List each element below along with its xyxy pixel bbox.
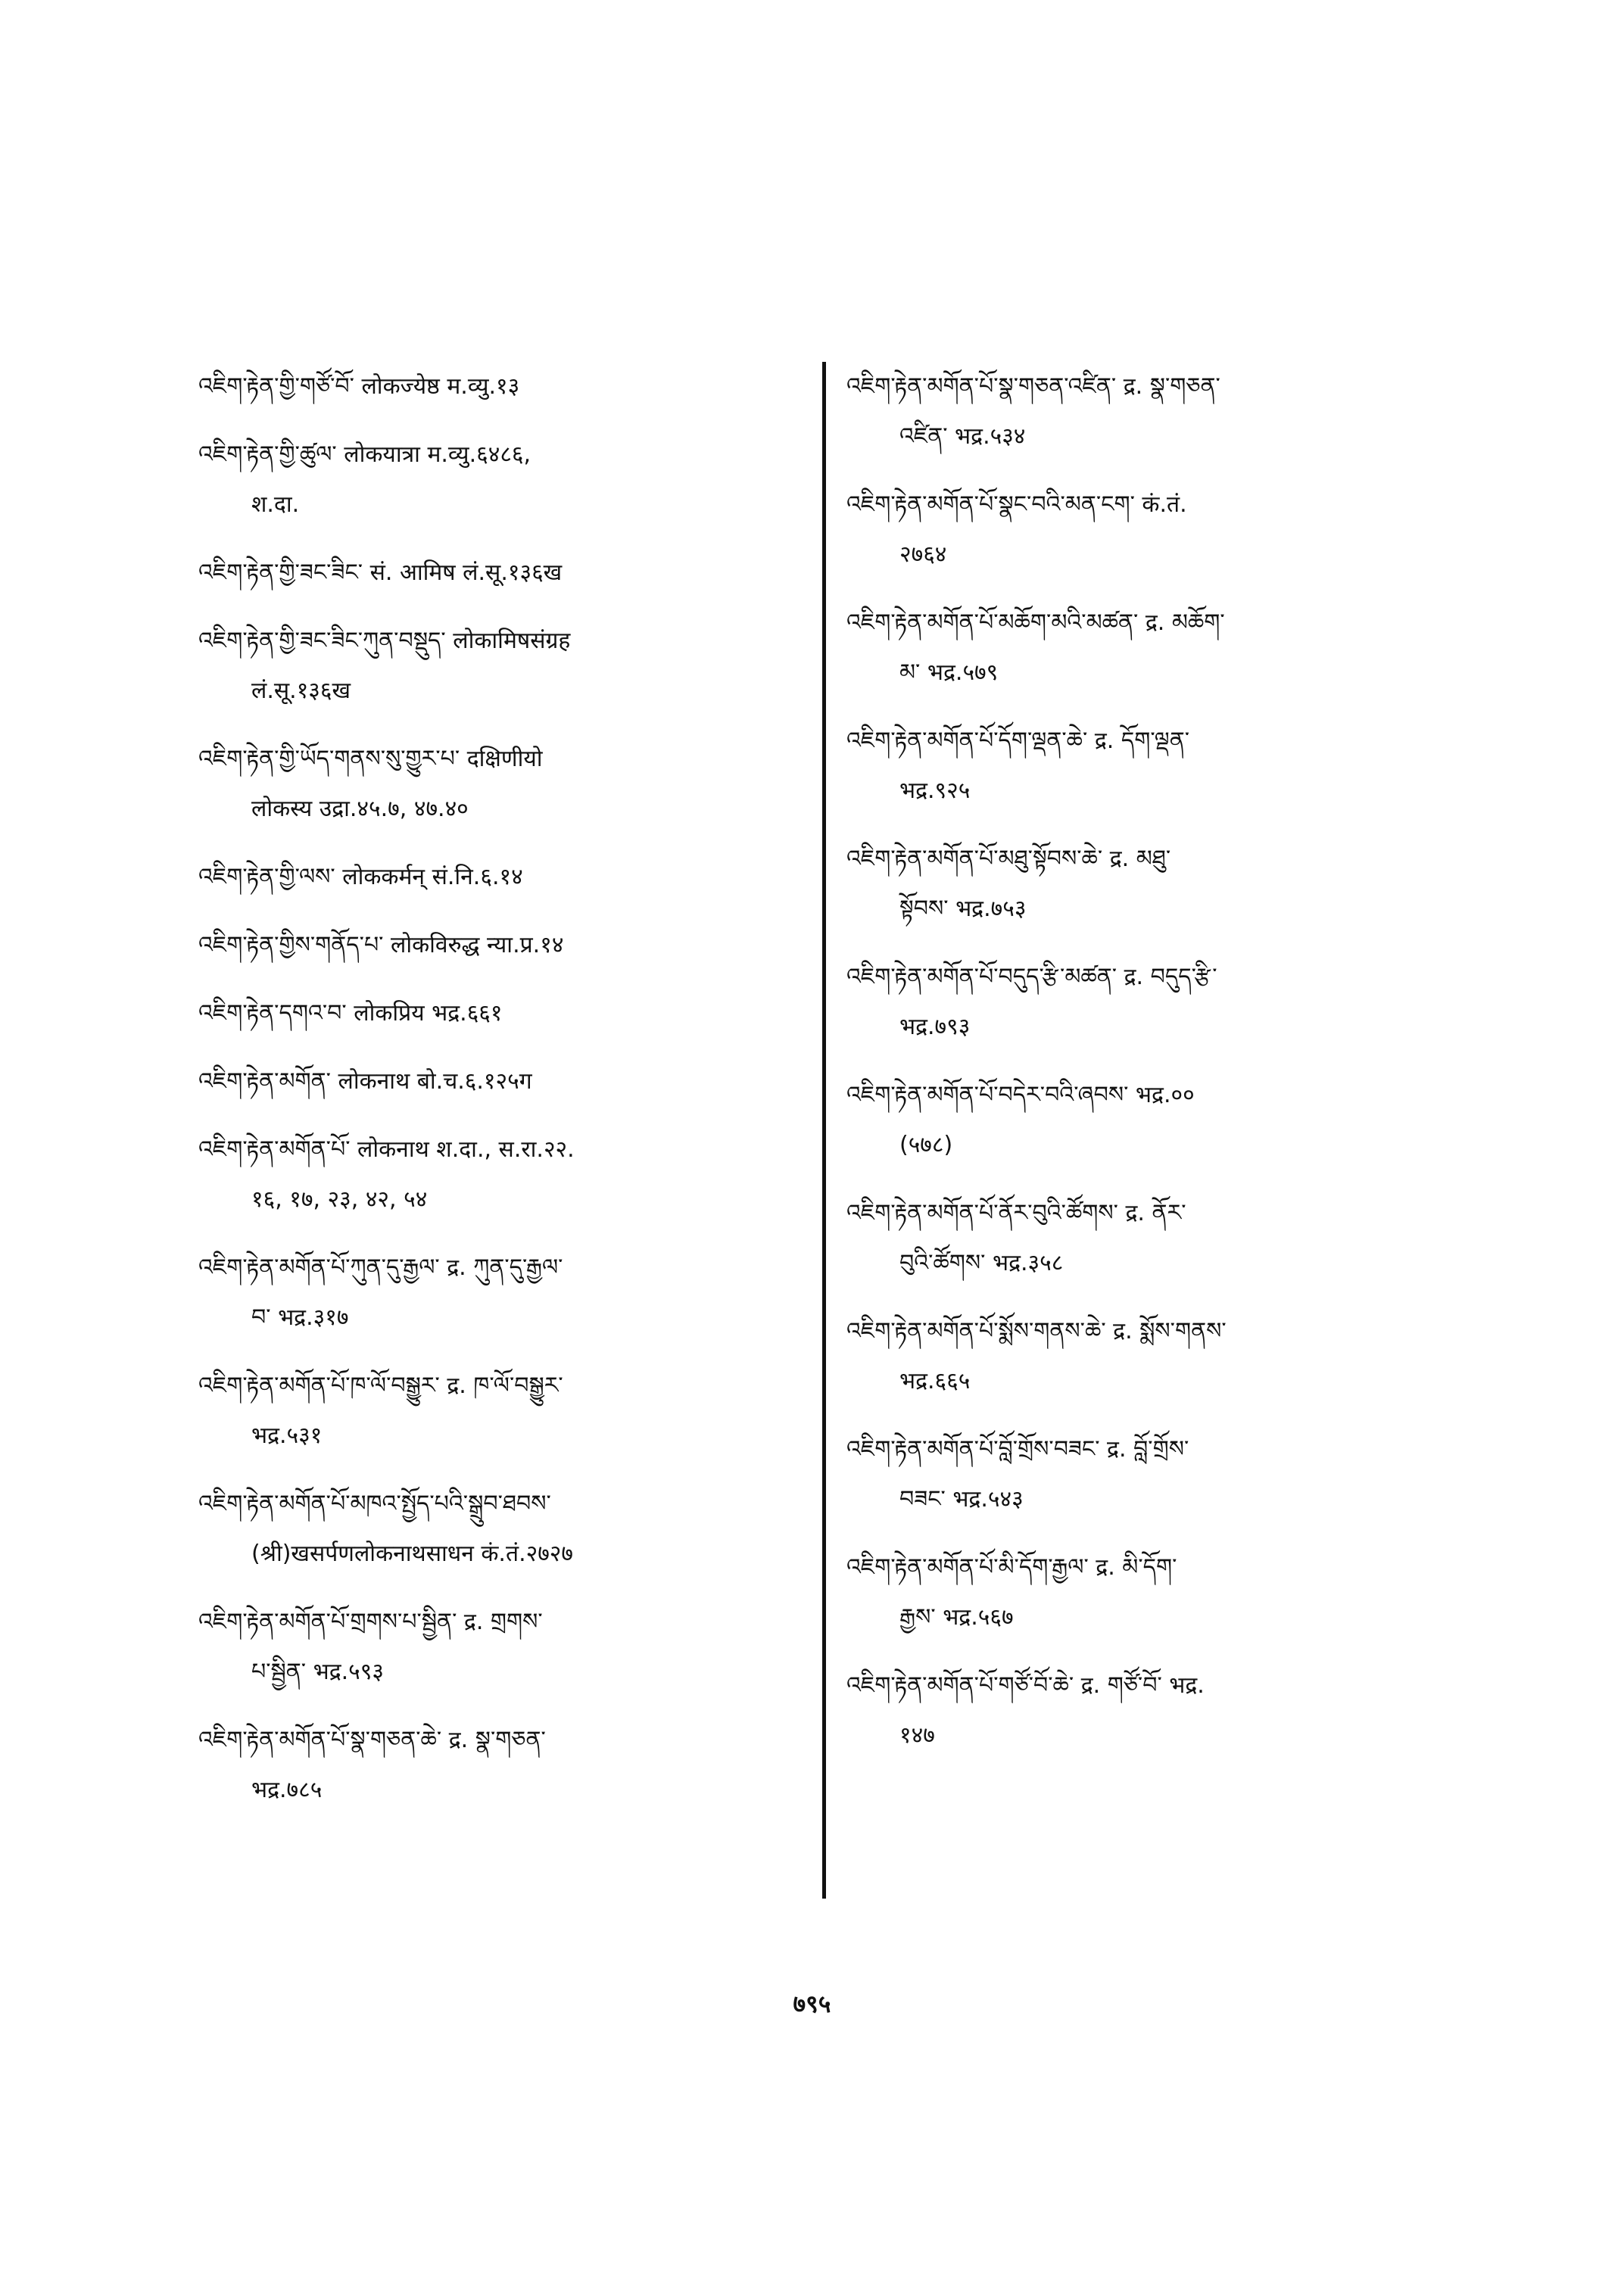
entry-continuation-line: भद्र.७८५ — [251, 1777, 323, 1803]
entry-headword-line: འཇིག་རྟེན་མགོན་པོ་མཁའ་སྤྱོད་པའི་སྒྲུབ་ཐབས་ — [198, 1491, 551, 1517]
entry-headword-line: འཇིག་རྟེན་མགོན་པོ་གྲགས་པ་སྦྱིན་ द्र. གྲགས་ — [198, 1609, 543, 1635]
entry-continuation-line: भद्र.५३१ — [251, 1422, 323, 1449]
left-column — [198, 362, 821, 1833]
dictionary-entry — [846, 1425, 1461, 1525]
entry-headword-line: འཇིག་རྟེན་གྱི་གཙོ་བོ་ लोकज्येष्ठ म.व्यु.१३ — [198, 373, 520, 400]
entry-headword-line: འཇིག་རྟེན་གྱི་ཟང་ཟིང་ཀུན་བསྡུད་ लोकामिषसंग्रह — [198, 628, 571, 654]
entry-continuation-line: རྒྱས་ भद्र.५६७ — [899, 1604, 1014, 1631]
dictionary-entry — [846, 480, 1461, 580]
dictionary-entry — [198, 616, 821, 716]
entry-headword-line: འཇིག་རྟེན་གྱིས་གནོད་པ་ लोकविरुद्ध न्या.प्र.१४ — [198, 932, 564, 958]
entry-headword-line: འཇིག་རྟེན་མགོན་པོ་བློ་གྲོས་བཟང་ द्र. བློ་གྲོས་ — [846, 1436, 1189, 1463]
entry-continuation-line: लं.सू.१३६ख — [251, 678, 351, 704]
entry-headword-line: འཇིག་རྟེན་གྱི་ཡོད་གནས་སུ་གྱུར་པ་ दक्षिणीयो — [198, 746, 543, 772]
entry-headword-line: འཇིག་རྟེན་མགོན་པོ་སྨོས་གནས་ཆེ་ द्र. སྨོས་གནས་ — [846, 1318, 1227, 1344]
column-divider — [822, 362, 826, 1899]
entry-headword-line: འཇིག་རྟེན་མགོན་པོ་ནོར་བུའི་ཚོགས་ द्र. ནོར་ — [846, 1200, 1186, 1226]
dictionary-entry — [198, 734, 821, 834]
dictionary-entry — [846, 1543, 1461, 1643]
dictionary-entry — [846, 1307, 1461, 1407]
entry-continuation-line: भद्र.६६५ — [899, 1368, 971, 1394]
entry-headword-line: འཇིག་རྟེན་མགོན་པོ་ཁ་ལོ་བསྒྱུར་ द्र. ཁ་ལོ་བསྒྱུར་ — [198, 1372, 563, 1399]
dictionary-entry — [846, 834, 1461, 934]
entry-headword-line: འཇིག་རྟེན་དགའ་བ་ लोकप्रिय भद्र.६६१ — [198, 1000, 503, 1027]
entry-continuation-line: འཛིན་ भद्र.५३४ — [899, 423, 1026, 450]
dictionary-entry — [198, 1479, 821, 1579]
entry-continuation-line: लोकस्य उद्रा.४५.७, ४७.४० — [251, 796, 469, 822]
dictionary-entry — [846, 716, 1461, 816]
entry-continuation-line: སྟོབས་ भद्र.७५३ — [899, 896, 1027, 922]
entry-continuation-line: བུའི་ཚོགས་ भद्र.३५८ — [899, 1250, 1064, 1276]
dictionary-entry — [198, 852, 821, 902]
dictionary-entry — [846, 952, 1461, 1052]
right-column — [846, 362, 1461, 1779]
dictionary-entry — [846, 1661, 1461, 1761]
entry-headword-line: འཇིག་རྟེན་གྱི་ཚུལ་ लोकयात्रा म.व्यु.६४८६, — [198, 441, 531, 468]
entry-continuation-line: བཟང་ भद्र.५४३ — [899, 1486, 1024, 1513]
entry-headword-line: འཇིག་རྟེན་མགོན་པོ་མཆོག་མའི་མཚན་ द्र. མཆོག་ — [846, 609, 1225, 636]
dictionary-entry — [198, 989, 821, 1039]
page-number: ७९५ — [793, 1989, 831, 2018]
dictionary-entry — [198, 921, 821, 970]
entry-headword-line: འཇིག་རྟེན་མགོན་པོ་བདེར་བའི་ཞབས་ भद्र.०० — [846, 1082, 1195, 1108]
entry-continuation-line: भद्र.७९३ — [899, 1014, 971, 1040]
dictionary-entry — [198, 430, 821, 530]
dictionary-entry — [198, 1125, 821, 1225]
entry-continuation-line: २७६४ — [899, 541, 947, 568]
dictionary-entry — [198, 1597, 821, 1697]
dictionary-entry — [846, 362, 1461, 462]
entry-headword-line: འཇིག་རྟེན་མགོན་པོ་དོག་ལྡན་ཆེ་ द्र. དོག་ལྡན་ — [846, 727, 1190, 754]
dictionary-entry — [198, 1243, 821, 1343]
entry-headword-line: འཇིག་རྟེན་མགོན་པོ་གཙོ་བོ་ཆེ་ द्र. གཙོ་བོ་ भद्र. — [846, 1672, 1205, 1699]
entry-headword-line: འཇིག་རྟེན་མགོན་ लोकनाथ बो.च.६.१२५ग — [198, 1068, 532, 1095]
entry-headword-line: འཇིག་རྟེན་གྱི་ཟང་ཟིང་ सं. आमिष लं.सू.१३६ख — [198, 559, 563, 586]
entry-headword-line: འཇིག་རྟེན་མགོན་པོ་ लोकनाथ श.दा., स.रा.२२. — [198, 1136, 575, 1163]
dictionary-entry — [846, 1070, 1461, 1170]
entry-headword-line: འཇིག་རྟེན་མགོན་པོ་སྣ་གཅན་འཛིན་ द्र. སྣ་གཅན་ — [846, 373, 1220, 400]
entry-continuation-line: १६, १७, २३, ४२, ५४ — [251, 1186, 428, 1213]
dictionary-entry — [198, 1715, 821, 1815]
entry-headword-line: འཇིག་རྟེན་མགོན་པོ་སྣ་གཅན་ཆེ་ द्र. སྣ་གཅན་ — [198, 1727, 546, 1753]
entry-continuation-line: भद्र.९२५ — [899, 777, 971, 804]
entry-headword-line: འཇིག་རྟེན་གྱི་ལས་ लोककर्मन् सं.नि.६.१४ — [198, 864, 523, 890]
dictionary-entry — [198, 1361, 821, 1461]
dictionary-entry — [846, 1189, 1461, 1288]
entry-continuation-line: (श्री)खसर्पणलोकनाथसाधन कं.तं.२७२७ — [251, 1541, 574, 1567]
entry-continuation-line: མ་ भद्र.५७९ — [899, 659, 999, 686]
dictionary-entry — [198, 362, 821, 412]
entry-headword-line: འཇིག་རྟེན་མགོན་པོ་མི་དོག་རྒྱལ་ द्र. མི་དོག་ — [846, 1554, 1177, 1581]
entry-headword-line: འཇིག་རྟེན་མགོན་པོ་ཀུན་དུ་རྒྱལ་ द्र. ཀུན་དུ་རྒྱལ་ — [198, 1254, 563, 1281]
entry-continuation-line: श.दा. — [251, 491, 300, 518]
dictionary-entry — [198, 1057, 821, 1107]
entry-continuation-line: १४७ — [899, 1722, 935, 1749]
dictionary-entry — [846, 598, 1461, 698]
entry-headword-line: འཇིག་རྟེན་མགོན་པོ་བདུད་རྩི་མཚན་ द्र. བདུད་རྩི་ — [846, 964, 1217, 990]
entry-headword-line: འཇིག་རྟེན་མགོན་པོ་སྣང་བའི་མན་ངག་ कं.तं. — [846, 491, 1187, 518]
entry-continuation-line: པ་སྦྱིན་ भद्र.५९३ — [251, 1659, 384, 1685]
dictionary-entry — [198, 548, 821, 598]
entry-continuation-line: (५७८) — [899, 1132, 953, 1158]
entry-headword-line: འཇིག་རྟེན་མགོན་པོ་མཐུ་སྟོབས་ཆེ་ द्र. མཐུ་ — [846, 846, 1171, 872]
entry-continuation-line: བ་ भद्र.३१७ — [251, 1304, 349, 1331]
